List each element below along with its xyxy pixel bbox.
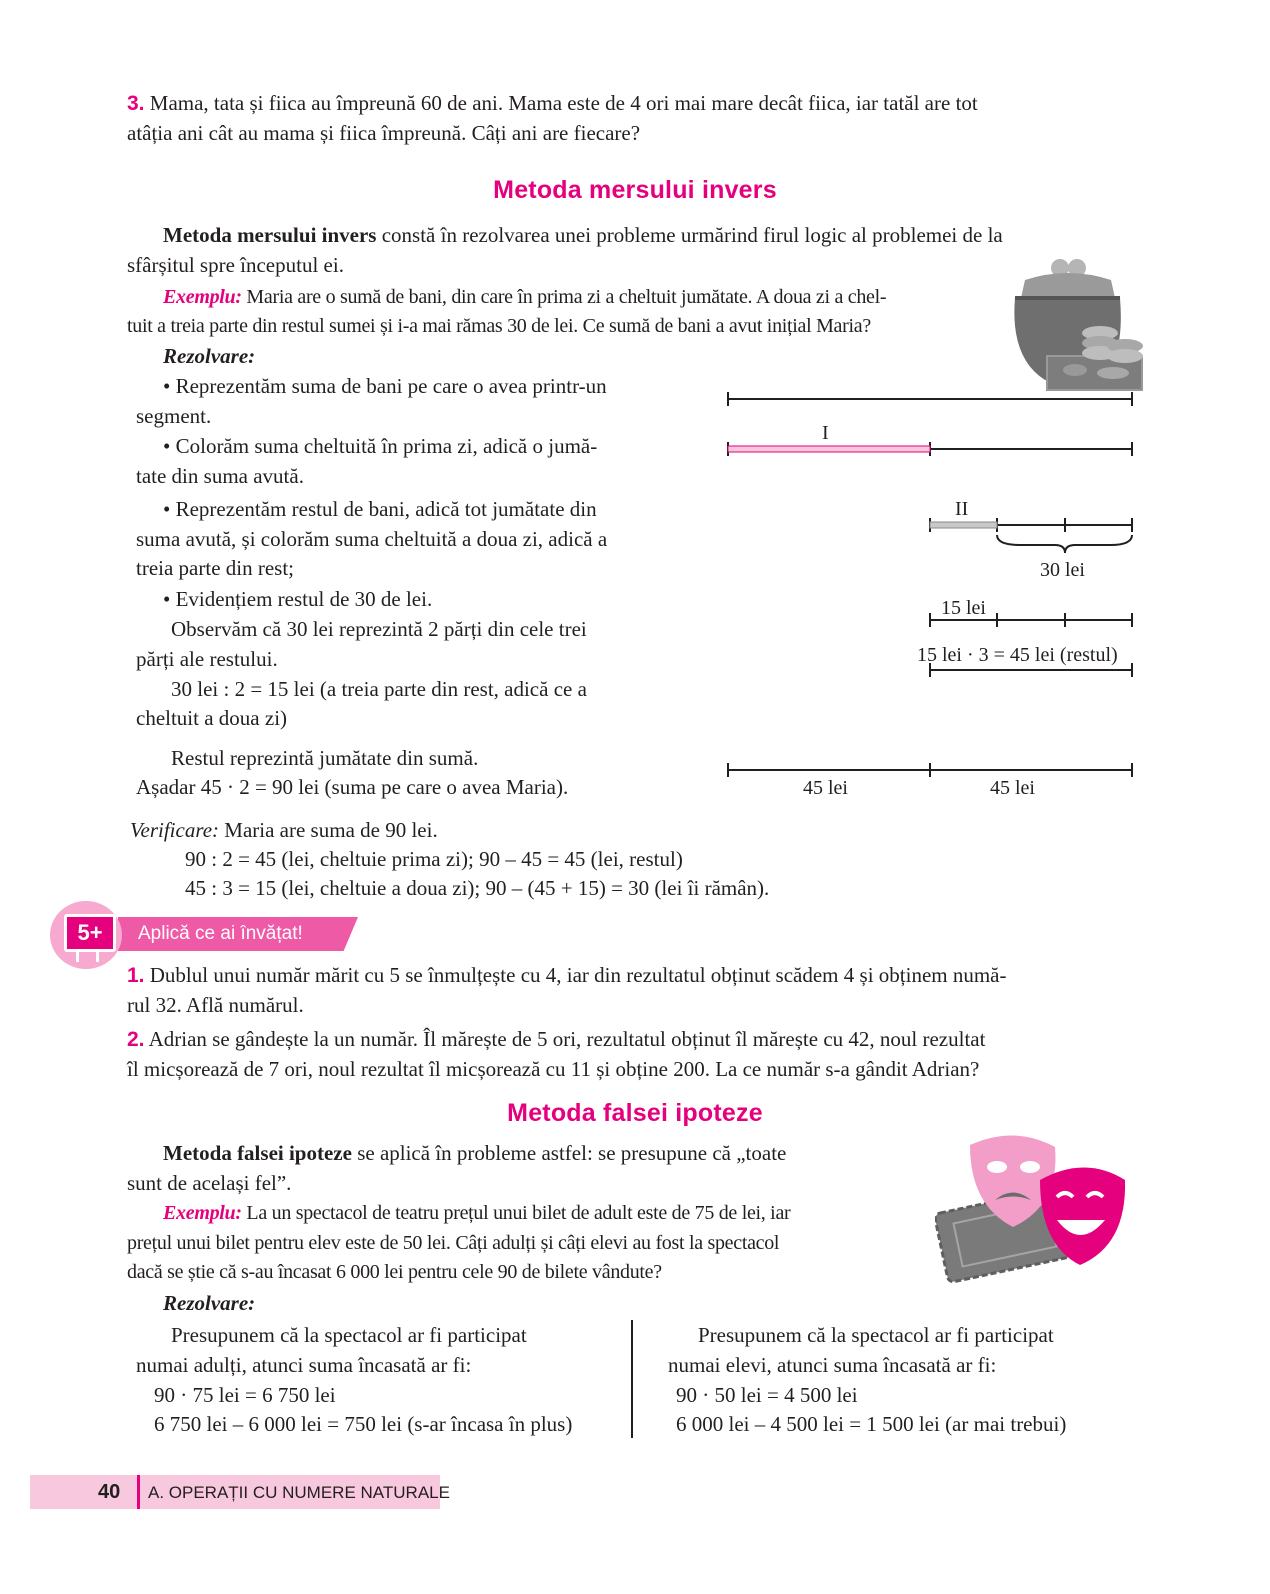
- step-line: Restul reprezintă jumătate din sumă.: [171, 746, 479, 770]
- problem-number: 3.: [127, 92, 145, 115]
- purse-coins-illustration: [1005, 258, 1145, 393]
- segment-label-one: I: [822, 422, 829, 444]
- apply-problem-1-line-2: rul 32. Află numărul.: [127, 993, 304, 1017]
- right-column-line: numai elevi, atunci suma încasată ar fi:: [668, 1353, 997, 1377]
- example-line-1: Exemplu: Maria are o sumă de bani, din care în prima zi a cheltuit jumătate. A doua zi a chel-: [163, 286, 887, 308]
- left-column-line: 6 750 lei – 6 000 lei = 750 lei (s-ar încasa în plus): [154, 1412, 573, 1436]
- apply-problem-2-line-1: 2. Adrian se gândește la un număr. Îl mărește de 5 ori, rezultatul obținut îl mărește cu 42, noul rezultat: [127, 1027, 986, 1051]
- definition-2-line-1: Metoda falsei ipoteze se aplică în probleme astfel: se presupune că „toate: [163, 1141, 787, 1165]
- segment-label-30-lei: 30 lei: [1040, 559, 1085, 581]
- step-line: tate din suma avută.: [136, 464, 304, 488]
- step-line: suma avută, și colorăm suma cheltuită a doua zi, adică a: [136, 527, 608, 551]
- example-2-line-3: dacă se știe că s-au încasat 6 000 lei pentru cele 90 de bilete vândute?: [127, 1261, 662, 1283]
- right-column-line: 90 · 50 lei = 4 500 lei: [676, 1383, 858, 1407]
- verification-line-1: Verificare: Maria are suma de 90 lei.: [130, 818, 438, 842]
- apply-banner-title: Aplică ce ai învățat!: [138, 923, 303, 944]
- step-line: • Reprezentăm restul de bani, adică tot jumătate din: [163, 497, 597, 521]
- step-line: segment.: [136, 404, 212, 428]
- page-number: 40: [98, 1481, 121, 1503]
- definition-line-2: sfârșitul spre începutul ei.: [127, 253, 344, 277]
- definition-line-1: Metoda mersului invers constă în rezolvarea unei probleme urmărind firul logic al problemei de la: [163, 223, 1003, 247]
- step-line: • Reprezentăm suma de bani pe care o avea printr-un: [163, 374, 607, 398]
- verification-line-2: 90 : 2 = 45 (lei, cheltuie prima zi); 90 – 45 = 45 (lei, restul): [185, 847, 683, 871]
- apply-problem-2-line-2: îl micșorează de 7 ori, noul rezultat îl micșorează cu 11 și obține 200. La ce număr s-a gândit Adrian?: [127, 1057, 980, 1081]
- example-line-2: tuit a treia parte din restul sumei și i-a mai rămas 30 de lei. Ce sumă de bani a avut inițial Maria?: [127, 315, 871, 337]
- theatre-masks-illustration: [935, 1125, 1145, 1285]
- right-column-line: 6 000 lei – 4 500 lei = 1 500 lei (ar mai trebui): [676, 1412, 1067, 1436]
- footer-divider: [137, 1475, 140, 1509]
- solution-2-label: Rezolvare:: [163, 1291, 256, 1315]
- step-line: Așadar 45 · 2 = 90 lei (suma pe care o avea Maria).: [136, 775, 569, 799]
- segment-label-45-lei-second: 45 lei: [990, 777, 1035, 799]
- badge-leg-left: [76, 950, 79, 962]
- segment-label-45-lei-first: 45 lei: [803, 777, 848, 799]
- segment-label-15-lei: 15 lei: [941, 597, 986, 619]
- example-2-line-1: Exemplu: La un spectacol de teatru prețul unui bilet de adult este de 75 de lei, iar: [163, 1202, 791, 1224]
- section-title-falsei-ipoteze: Metoda falsei ipoteze: [507, 1099, 763, 1127]
- definition-2-line-2: sunt de același fel”.: [127, 1171, 292, 1195]
- step-line: treia parte din rest;: [136, 556, 295, 580]
- apply-problem-1-line-1: 1. Dublul unui număr mărit cu 5 se înmulțește cu 4, iar din rezultatul obținut scădem 4 și obținem numă-: [127, 963, 1007, 987]
- example-label: Exemplu:: [163, 286, 242, 308]
- verification-line-3: 45 : 3 = 15 (lei, cheltuie a doua zi); 90 – (45 + 15) = 30 (lei îi rămân).: [185, 876, 770, 900]
- section-title-mersul-invers: Metoda mersului invers: [493, 176, 777, 204]
- segment-calc-label: 15 lei · 3 = 45 lei (restul): [917, 644, 1118, 666]
- left-column-line: numai adulți, atunci suma încasată ar fi:: [136, 1353, 472, 1377]
- verification-label: Verificare:: [130, 818, 220, 842]
- example-2-line-2: prețul unui bilet pentru elev este de 50 lei. Câți adulți și câți elevi au fost la spectacol: [127, 1232, 780, 1254]
- chapter-title: A. OPERAȚII CU NUMERE NATURALE: [148, 1483, 450, 1502]
- spent-day-one-bar: [728, 446, 930, 452]
- column-divider: [631, 1320, 633, 1438]
- left-column-line: 90 · 75 lei = 6 750 lei: [154, 1383, 336, 1407]
- right-column-line: Presupunem că la spectacol ar fi participat: [698, 1323, 1054, 1347]
- badge-leg-right: [96, 950, 99, 962]
- step-line: 30 lei : 2 = 15 lei (a treia parte din rest, adică ce a: [171, 677, 587, 701]
- step-line: cheltuit a doua zi): [136, 706, 288, 730]
- left-column-line: Presupunem că la spectacol ar fi participat: [171, 1323, 527, 1347]
- step-line: Observăm că 30 lei reprezintă 2 părți din cele trei: [171, 617, 587, 641]
- step-line: • Colorăm suma cheltuită în prima zi, adică o jumă-: [163, 434, 598, 458]
- problem-3-line-2: atâția ani cât au mama și fiica împreună. Câți ani are fiecare?: [127, 121, 641, 145]
- step-line: părți ale restului.: [136, 647, 278, 671]
- problem-3-line-1: 3. Mama, tata și fiica au împreună 60 de ani. Mama este de 4 ori mai mare decât fiica, iar tatăl are tot: [127, 91, 978, 115]
- solution-label: Rezolvare:: [163, 344, 256, 368]
- segment-diagram: [720, 385, 1145, 790]
- segment-label-two: II: [955, 498, 969, 520]
- apply-badge: 5+: [64, 914, 116, 952]
- step-line: • Evidențiem restul de 30 de lei.: [163, 587, 433, 611]
